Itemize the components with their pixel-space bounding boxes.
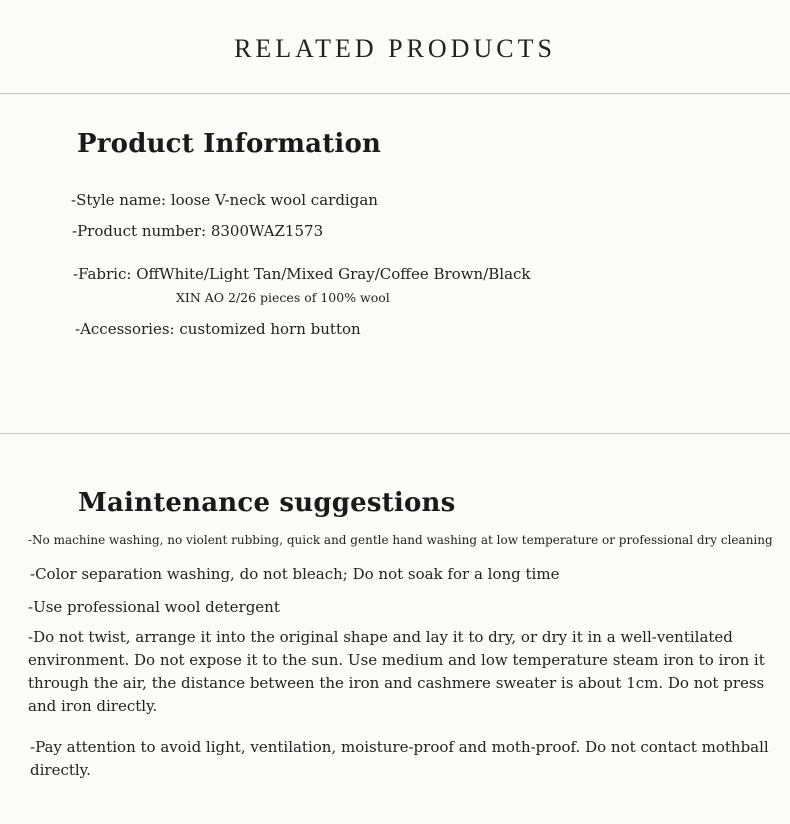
fabric-detail-line: XIN AO 2/26 pieces of 100% wool — [176, 290, 390, 305]
accessories-line: -Accessories: customized horn button — [75, 320, 361, 338]
maintenance-item: -Color separation washing, do not bleach; Do not soak for a long time — [30, 565, 560, 583]
maintenance-item: -Use professional wool detergent — [28, 598, 280, 616]
product-number-line: -Product number: 8300WAZ1573 — [72, 222, 324, 240]
fabric-line: -Fabric: OffWhite/Light Tan/Mixed Gray/Coffee Brown/Black — [73, 265, 531, 283]
maintenance-item: -Do not twist, arrange it into the original shape and lay it to dry, or dry it in a well-ventilated environment. Do not expose it to the sun. Use medium and low temperature steam iron to iron it through the air, the distance between the iron and cashmere sweater is about 1cm. Do not press and iron directly. — [28, 628, 765, 715]
maintenance-heading: Maintenance suggestions — [78, 488, 456, 518]
related-products-heading: RELATED PRODUCTS — [234, 34, 556, 63]
product-information-heading: Product Information — [77, 129, 382, 159]
style-name-line: -Style name: loose V-neck wool cardigan — [71, 191, 378, 209]
maintenance-item: -Pay attention to avoid light, ventilation, moisture-proof and moth-proof. Do not contact mothball directly. — [30, 738, 769, 779]
section-divider-middle — [0, 433, 790, 434]
section-divider-top — [0, 93, 790, 94]
maintenance-item: -No machine washing, no violent rubbing, quick and gentle hand washing at low temperature or professional dry cleaning — [28, 533, 773, 547]
